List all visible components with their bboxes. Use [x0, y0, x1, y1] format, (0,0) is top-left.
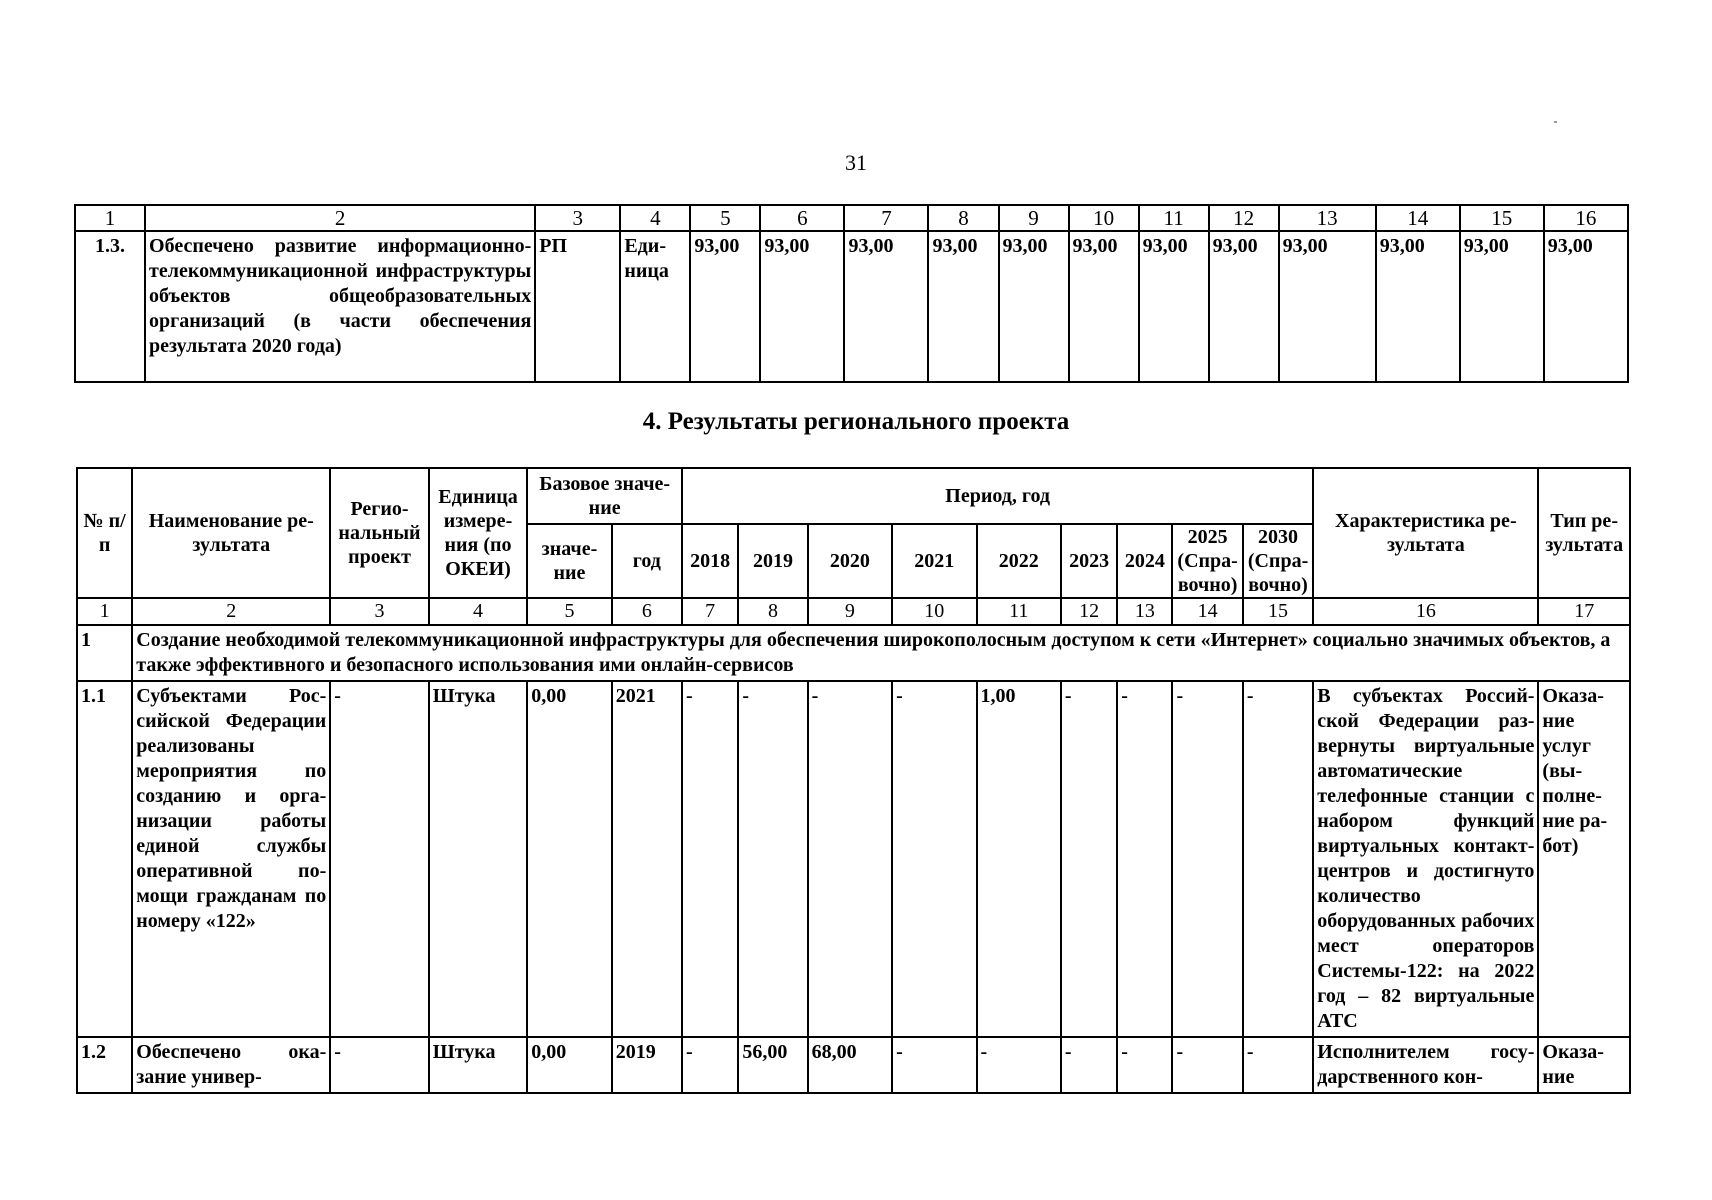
header-base-value: значение	[527, 524, 611, 598]
column-index: 8	[928, 205, 998, 231]
column-index: 12	[1209, 205, 1279, 231]
indicator-name: Обеспечено развитие информационно-телекоммуникационной инфраструктуры объектов общеобразовательных организаций (в части обеспечения результата 2020 года)	[145, 231, 535, 382]
year-value: -	[892, 681, 976, 1037]
year-value: -	[682, 681, 738, 1037]
year-value: -	[1117, 681, 1172, 1037]
group-title: Создание необходимой телекоммуникационной инфраструктуры для обеспечения широкополосным доступом к сети «Интернет» социально значимых объектов, а также эффективного и безопасного использования ими онлайн-сервисов	[132, 625, 1630, 681]
column-index: 7	[844, 205, 928, 231]
base-value: 0,00	[527, 681, 611, 1037]
base-value: 0,00	[527, 1037, 611, 1093]
column-index: 9	[808, 598, 892, 625]
result-type: Оказание услуг (выполнение работ)	[1538, 681, 1630, 1037]
column-index: 1	[75, 205, 145, 231]
year-value: -	[1172, 1037, 1242, 1093]
column-index: 3	[535, 205, 620, 231]
table-row	[75, 231, 1628, 382]
header-characteristic: Характеристика результата	[1313, 468, 1538, 598]
row-number: 1.3.	[75, 231, 145, 382]
value-cell: 93,00	[1209, 231, 1279, 382]
column-index-row	[75, 205, 1628, 231]
result-project: -	[330, 1037, 429, 1093]
table-row	[77, 1037, 1630, 1093]
header-base: Базовое значение	[527, 468, 682, 524]
header-num: № п/п	[77, 468, 132, 598]
header-unit: Единица измерения (по ОКЕИ)	[429, 468, 528, 598]
header-year: 2019	[738, 524, 807, 598]
section-title: 4. Результаты регионального проекта	[642, 408, 1070, 435]
column-index: 3	[330, 598, 429, 625]
column-index: 12	[1061, 598, 1117, 625]
header-year: 2025 (Справочно)	[1172, 524, 1242, 598]
header-year: 2024	[1117, 524, 1172, 598]
column-index: 16	[1544, 205, 1628, 231]
value-cell: 93,00	[1460, 231, 1544, 382]
group-row	[77, 625, 1630, 681]
results-table	[76, 467, 1631, 1094]
year-value: -	[892, 1037, 976, 1093]
column-index: 16	[1313, 598, 1538, 625]
column-index: 8	[738, 598, 807, 625]
year-value: -	[1172, 681, 1242, 1037]
header-year: 2023	[1061, 524, 1117, 598]
column-index: 4	[620, 205, 690, 231]
result-characteristic: Исполнителем государственного кон-	[1313, 1037, 1538, 1093]
header-year: 2021	[892, 524, 976, 598]
value-cell: 93,00	[1376, 231, 1460, 382]
header-name: Наименование результата	[132, 468, 330, 598]
year-value: -	[1061, 681, 1117, 1037]
year-value: -	[1243, 1037, 1313, 1093]
result-name: Субъектами Российской Федерации реализованы мероприятия по созданию и организации работы единой службы оперативной помощи гражданам по номеру «122»	[132, 681, 330, 1037]
value-cell: 93,00	[760, 231, 844, 382]
value-cell: 93,00	[928, 231, 998, 382]
table-row	[77, 681, 1630, 1037]
indicator-type: РП	[535, 231, 620, 382]
base-year: 2021	[612, 681, 682, 1037]
column-index: 14	[1376, 205, 1460, 231]
column-index: 13	[1279, 205, 1376, 231]
header-row	[77, 468, 1630, 524]
year-value: 68,00	[808, 1037, 892, 1093]
column-index: 10	[1069, 205, 1139, 231]
value-cell: 93,00	[1069, 231, 1139, 382]
row-number: 1.2	[77, 1037, 132, 1093]
value-cell: 93,00	[1139, 231, 1209, 382]
result-unit: Штука	[429, 1037, 528, 1093]
header-period: Период, год	[682, 468, 1313, 524]
header-year: 2022	[977, 524, 1061, 598]
column-index: 1	[77, 598, 132, 625]
value-cell: 93,00	[1544, 231, 1628, 382]
header-year: 2018	[682, 524, 738, 598]
result-project: -	[330, 681, 429, 1037]
result-characteristic: В субъектах Российской Федерации развернуты виртуальные автоматические телефонные станции с набором функций виртуальных контакт-центров и достигнуто количество оборудованных рабочих мест операторов Системы-122: на 2022 год – 82 виртуальные АТС	[1313, 681, 1538, 1037]
group-number: 1	[77, 625, 132, 681]
page-number: 31	[845, 150, 867, 175]
header-project: Региональный проект	[330, 468, 429, 598]
header-type: Тип результата	[1538, 468, 1630, 598]
result-type: Оказание	[1538, 1037, 1630, 1093]
column-index: 4	[429, 598, 528, 625]
column-index: 11	[1139, 205, 1209, 231]
indicator-table	[74, 204, 1629, 383]
column-index: 15	[1460, 205, 1544, 231]
row-number: 1.1	[77, 681, 132, 1037]
year-value: -	[738, 681, 807, 1037]
column-index: 2	[132, 598, 330, 625]
column-index: 5	[690, 205, 760, 231]
year-value: -	[808, 681, 892, 1037]
column-index: 7	[682, 598, 738, 625]
year-value: 56,00	[738, 1037, 807, 1093]
unit: Единица	[620, 231, 690, 382]
column-index: 2	[145, 205, 535, 231]
value-cell: 93,00	[690, 231, 760, 382]
column-index: 11	[977, 598, 1061, 625]
value-cell: 93,00	[1279, 231, 1376, 382]
value-cell: 93,00	[999, 231, 1069, 382]
scan-speck	[1554, 121, 1557, 123]
year-value: -	[1061, 1037, 1117, 1093]
header-base-year: год	[612, 524, 682, 598]
column-index: 17	[1538, 598, 1630, 625]
column-index-row	[77, 598, 1630, 625]
base-year: 2019	[612, 1037, 682, 1093]
header-year: 2030 (Справочно)	[1243, 524, 1313, 598]
result-name: Обеспечено оказание универ-	[132, 1037, 330, 1093]
value-cell: 93,00	[844, 231, 928, 382]
year-value: 1,00	[977, 681, 1061, 1037]
column-index: 13	[1117, 598, 1172, 625]
column-index: 14	[1172, 598, 1242, 625]
column-index: 15	[1243, 598, 1313, 625]
column-index: 10	[892, 598, 976, 625]
year-value: -	[977, 1037, 1061, 1093]
year-value: -	[1117, 1037, 1172, 1093]
column-index: 5	[527, 598, 611, 625]
header-year: 2020	[808, 524, 892, 598]
column-index: 6	[612, 598, 682, 625]
year-value: -	[1243, 681, 1313, 1037]
result-unit: Штука	[429, 681, 528, 1037]
column-index: 6	[760, 205, 844, 231]
column-index: 9	[999, 205, 1069, 231]
year-value: -	[682, 1037, 738, 1093]
